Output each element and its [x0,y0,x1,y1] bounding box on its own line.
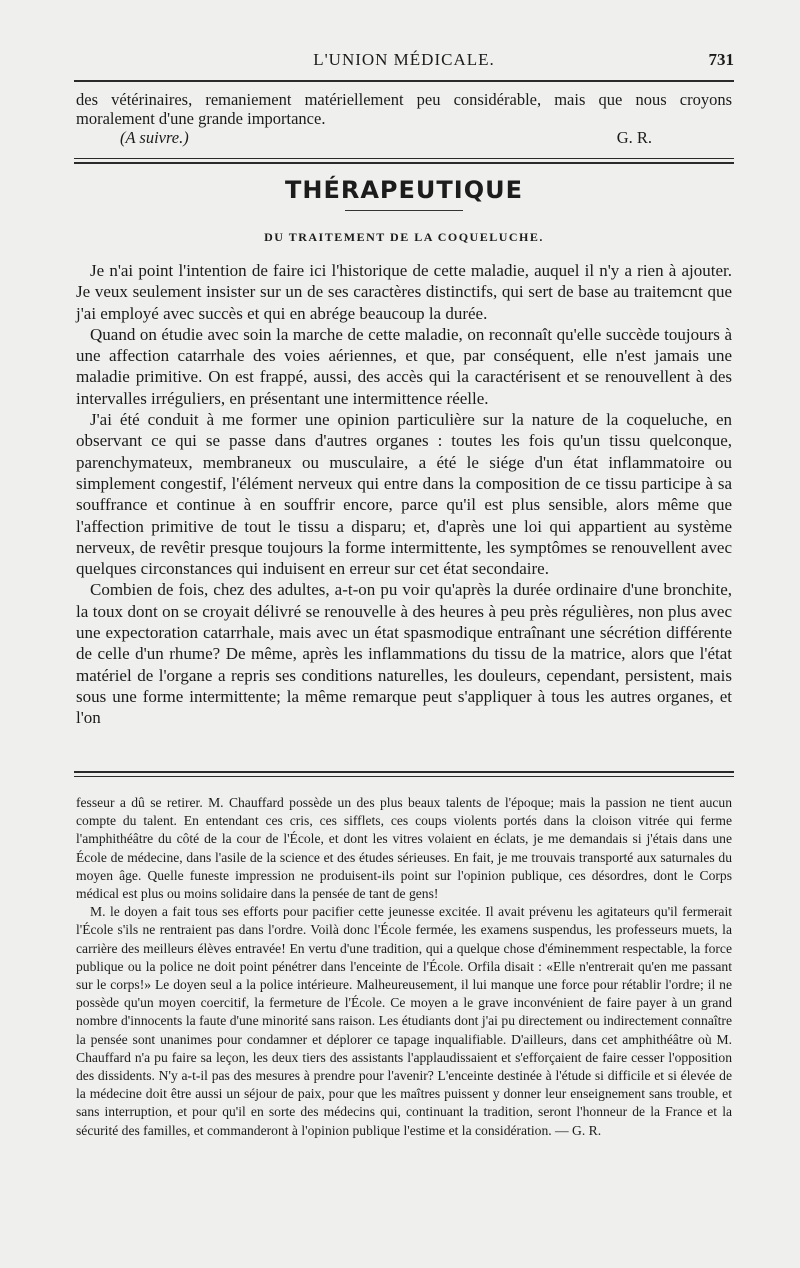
body-paragraph: Quand on étudie avec soin la marche de cette maladie, on reconnaît qu'elle succède toujours à une affection catarrhale des voies aériennes, et que, par conséquent, elle n'est jamais une maladie primitive. On est frappé, aussi, des accès qui la caractérisent et se renouvellent à des intervalles irréguliers, en présentant une intermittence réelle. [76,324,732,408]
footnote-paragraph: M. le doyen a fait tous ses efforts pour pacifier cette jeunesse excitée. Il avait prévenu les agitateurs qu'il fermerait l'École s'ils ne rentraient pas dans l'ordre. Voilà donc l'École fermée, les examens suspendus, les professeurs muets, la carrière des meilleurs élèves entravée! En vertu d'une tradition, qui a quelque chose d'éminemment respectable, la force publique ou la police ne doit point pénétrer dans l'enceinte de l'École. Orfila disait : «Elle n'entrerait qu'en me passant sur le corps!» Le doyen seul a la police intérieure. Malheureusement, il lui manque une force pour rétablir l'ordre; il ne possède qu'un moyen coercitif, la fermeture de l'École. Ce moyen a le grave inconvénient de faire payer à un grand nombre d'innocents la faute d'une minorité sans raison. Les étudiants dont j'ai pu directement ou indirectement connaître la pensée sont unanimes pour condamner et déplorer ce tapage inqualifiable. D'ailleurs, dans cet amphithéâtre où M. Chauffard n'a pu faire sa leçon, les deux tiers des assistants l'applaudissaient et s'efforçaient de faire cesser l'opposition des dissidents. N'y a-t-il pas des mesures à prendre pour l'avenir? L'enceinte destinée à l'étude si difficile et si élevée de la médecine doit être aussi un séjour de paix, pour que les maîtres puissent y donner leur enseignement sans trouble, et sans interruption, et pour qu'il en sorte des médecins qui, continuant la tradition, seront l'honneur de la France et la sécurité des familles, et commanderont à l'opinion publique l'estime et la considération. — G. R. [76,904,732,1138]
section-title: THÉRAPEUTIQUE [285,176,523,204]
to-be-continued: (A suivre.) [120,128,189,147]
section-rule-top [74,158,734,159]
footnote-rule-bottom [74,776,734,777]
journal-title: L'UNION MÉDICALE. [313,50,495,69]
header-rule [74,80,734,82]
continuation-signature-row [76,128,732,148]
continuation-block [76,90,732,148]
body-paragraph: J'ai été conduit à me former une opinion particulière sur la nature de la coqueluche, en observant ce qui se passe dans d'autres organes : toutes les fois qu'un tissu quelconque, parenchymateux, membraneux ou musculaire, a été le siége d'un état inflammatoire ou simplement congestif, l'élément nerveux qui entre dans la composition de ce tissu participe à sa souffrance et continue à en souffrir encore, parce qu'il est plus sensible, alors même que l'affection primitive de tout le tissu a disparu; et, d'après une loi qui appartient au système nerveux, de revêtir presque toujours la forme intermittente, les symptômes se renouvellent avec quelques circonstances qui induisent en erreur sur cet état secondaire. [76,410,732,579]
running-header [74,46,734,76]
signature: G. R. [616,128,652,147]
continuation-text: des vétérinaires, remaniement matériellement peu considérable, mais que nous croyons moralement d'une grande importance. [76,90,732,128]
feuilleton-footnote [76,794,732,1140]
article-body [76,260,732,729]
footnote-paragraph: fesseur a dû se retirer. M. Chauffard possède un des plus beaux talents de l'époque; mais la passion ne tient aucun compte du talent. En entendant ces cris, ces sifflets, ces coups violents portés dans la cloison vitrée qui ferme l'amphithéâtre du côté de la cour de l'École, et dont les vitres volaient en éclats, je me demandais si j'étais dans une École de médecine, dans l'asile de la science et des études sérieuses. En fait, je me trouvais transporté aux saturnales du moyen âge. Quelle funeste impression ne produisent-ils point sur l'opinion publique, ces désordres, dont le Corps médical est plus ou moins solidaire dans la pensée de tant de gens! [76,795,732,902]
title-underline [345,210,463,211]
section-rule-bottom [74,162,734,164]
body-paragraph: Combien de fois, chez des adultes, a-t-on pu voir qu'après la durée ordinaire d'une bronchite, la toux dont on se croyait délivré se renouvelle à des heures à peu près régulières, non plus avec une expectoration catarrhale, mais avec un état spasmodique entraînant une sécrétion différente de celle d'un rhume? De même, après les inflammations du tissu de la matrice, alors que l'état matériel de l'organe a repris ses conditions naturelles, les douleurs, cependant, persistent, mais sous une forme intermittente; la même remarque peut s'appliquer à tous les autres organes, et l'on [76,580,732,728]
body-paragraph: Je n'ai point l'intention de faire ici l'historique de cette maladie, auquel il n'y a rien à ajouter. Je veux seulement insister sur un de ses caractères distinctifs, qui sert de base au traitemcnt que j'ai employé avec succès et qui en abrége beaucoup la durée. [76,261,732,323]
footnote-rule-top [74,771,734,773]
article-subtitle: DU TRAITEMENT DE LA COQUELUCHE. [264,230,544,244]
page-number: 731 [708,50,734,69]
